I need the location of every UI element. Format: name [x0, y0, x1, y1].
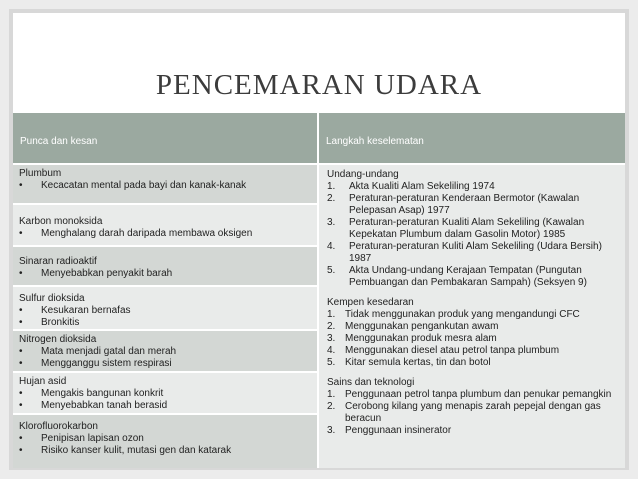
- item-number: 5.: [327, 265, 336, 276]
- item-number: 3.: [327, 217, 336, 228]
- law-item: Peraturan-peraturan Kenderaan Bermotor (Kawalan Pelepasan Asap) 1977: [349, 193, 580, 216]
- header-causes: [13, 113, 317, 163]
- awareness-item: Menggunakan diesel atau petrol tanpa plumbum: [345, 345, 560, 356]
- bullet: •: [19, 268, 23, 279]
- awareness-item: Menggunakan produk mesra alam: [345, 333, 497, 344]
- effect-text: Mengganggu sistem respirasi: [41, 358, 172, 369]
- item-number: 2.: [327, 401, 336, 412]
- bullet: •: [19, 317, 23, 328]
- bullet: •: [19, 433, 23, 444]
- bullet: •: [19, 180, 23, 191]
- bullet: •: [19, 346, 23, 357]
- effect-text: Mata menjadi gatal dan merah: [41, 346, 177, 357]
- effect-text: Mengakis bangunan konkrit: [41, 388, 164, 399]
- effect-text: Risiko kanser kulit, mutasi gen dan katarak: [41, 445, 232, 456]
- science-item: Penggunaan petrol tanpa plumbum dan penukar pemangkin: [345, 389, 612, 400]
- slide-title: PENCEMARAN UDARA: [155, 69, 483, 101]
- source-row-klorofluorokarbon: [13, 415, 317, 468]
- item-number: 4.: [327, 241, 336, 252]
- science-title: Sains dan teknologi: [327, 377, 415, 388]
- effect-text: Penipisan lapisan ozon: [41, 433, 144, 444]
- item-number: 2.: [327, 321, 336, 332]
- law-item: Akta Kualiti Alam Sekeliling 1974: [349, 181, 495, 192]
- effect-text: Kecacatan mental pada bayi dan kanak-kanak: [41, 180, 247, 191]
- source-name: Sulfur dioksida: [19, 293, 85, 304]
- source-row-nitrogen: [13, 331, 317, 371]
- header-measures-label: Langkah keselematan: [326, 136, 424, 147]
- law-item: Peraturan-peraturan Kuliti Alam Sekeliling (Udara Bersih) 1987: [349, 241, 602, 264]
- item-number: 1.: [327, 181, 336, 192]
- bullet: •: [19, 358, 23, 369]
- effect-text: Menyebabkan penyakit barah: [41, 268, 173, 279]
- source-name: Plumbum: [19, 168, 62, 179]
- source-name: Karbon monoksida: [19, 216, 103, 227]
- source-name: Hujan asid: [19, 376, 67, 387]
- effect-text: Menyebabkan tanah berasid: [41, 400, 168, 411]
- awareness-item: Menggunakan pengankutan awam: [345, 321, 499, 332]
- item-number: 5.: [327, 357, 336, 368]
- law-item: Peraturan-peraturan Kualiti Alam Sekeliling (Kawalan Kepekatan Plumbum dalam Gasolin Motor) 1985: [349, 217, 585, 240]
- source-name: Klorofluorokarbon: [19, 421, 98, 432]
- item-number: 2.: [327, 193, 336, 204]
- awareness-item: Kitar semula kertas, tin dan botol: [345, 357, 491, 368]
- source-row-sinaran: [13, 247, 317, 285]
- item-number: 4.: [327, 345, 336, 356]
- item-number: 3.: [327, 333, 336, 344]
- item-number: 1.: [327, 389, 336, 400]
- awareness-item: Tidak menggunakan produk yang mengandungi CFC: [345, 309, 580, 320]
- effect-text: Kesukaran bernafas: [41, 305, 131, 316]
- awareness-title: Kempen kesedaran: [327, 297, 414, 308]
- slide: [13, 13, 625, 468]
- source-row-karbon: [13, 205, 317, 245]
- header-measures: [319, 113, 625, 163]
- laws-title: Undang-undang: [327, 169, 399, 180]
- source-name: Nitrogen dioksida: [19, 334, 97, 345]
- source-row-hujan: [13, 373, 317, 413]
- item-number: 3.: [327, 425, 336, 436]
- measures-column: [319, 165, 625, 468]
- source-row-plumbum: [13, 165, 317, 203]
- bullet: •: [19, 388, 23, 399]
- bullet: •: [19, 445, 23, 456]
- item-number: 1.: [327, 309, 336, 320]
- science-item: Penggunaan insinerator: [345, 425, 452, 436]
- source-row-sulfur: [13, 287, 317, 329]
- bullet: •: [19, 400, 23, 411]
- bullet: •: [19, 228, 23, 239]
- science-item: Cerobong kilang yang menapis zarah pepejal dengan gas beracun: [345, 401, 601, 424]
- law-item: Akta Undang-undang Kerajaan Tempatan (Pungutan Pembuangan dan Pembakaran Sampah) (Seksyen 9): [349, 265, 587, 288]
- effect-text: Bronkitis: [41, 317, 80, 328]
- effect-text: Menghalang darah daripada membawa oksigen: [41, 228, 253, 239]
- source-name: Sinaran radioaktif: [19, 256, 97, 267]
- content-table: [13, 113, 625, 468]
- bullet: •: [19, 305, 23, 316]
- title-area: [19, 19, 619, 111]
- header-causes-label: Punca dan kesan: [20, 136, 98, 147]
